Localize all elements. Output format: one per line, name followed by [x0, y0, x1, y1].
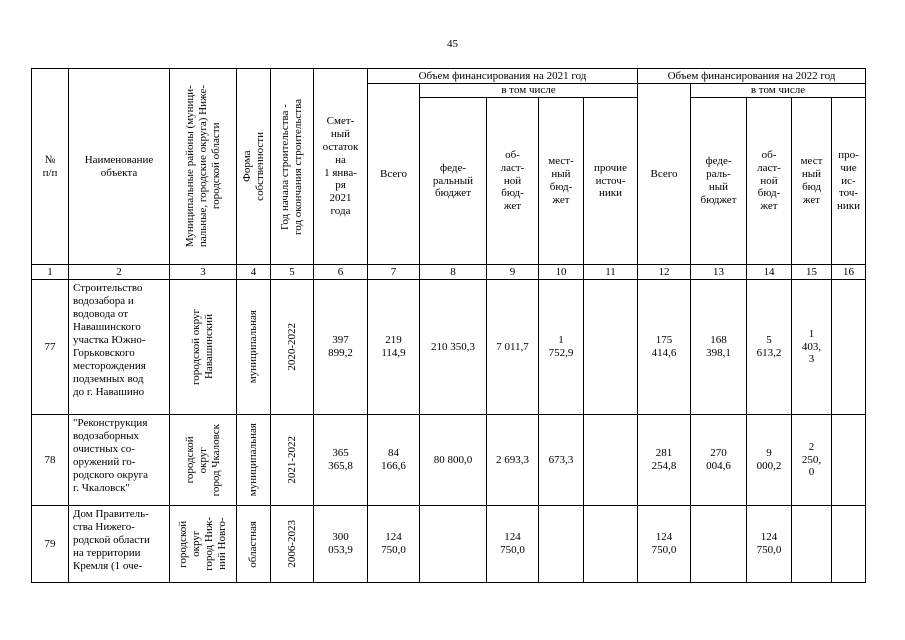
balance-cell: 397 899,2 [314, 280, 368, 415]
fed-2021-cell: 210 350,3 [420, 280, 487, 415]
header-incl-2022: в том числе [691, 84, 866, 98]
header-balance: Смет- ный остаток на 1 янва- ря 2021 года [314, 69, 368, 265]
fed-2021-cell [420, 506, 487, 583]
row-no: 77 [32, 280, 69, 415]
row-no: 78 [32, 415, 69, 506]
reg-2021-cell: 124 750,0 [487, 506, 539, 583]
page-number: 45 [447, 38, 458, 50]
fed-2022-cell [691, 506, 747, 583]
ownership-cell: муниципальная [237, 415, 271, 506]
loc-2022-cell: 2 250, 0 [792, 415, 832, 506]
column-number: 8 [420, 265, 487, 280]
loc-2021-cell [539, 506, 584, 583]
column-number: 9 [487, 265, 539, 280]
column-number: 2 [69, 265, 170, 280]
total-2021-cell: 219 114,9 [368, 280, 420, 415]
oth-2022-cell [832, 506, 866, 583]
object-name: Дом Правитель- ства Нижего- родской области на территории Кремля (1 оче- [69, 506, 170, 583]
header-loc-2022: мест ный бюд жет [792, 98, 832, 265]
header-fed-2022: феде- раль- ный бюджет [691, 98, 747, 265]
years-cell: 2006-2023 [271, 506, 314, 583]
total-2021-cell: 124 750,0 [368, 506, 420, 583]
table-row [32, 506, 866, 583]
header-years: Год начала строительства - год окончания строительства [271, 69, 314, 265]
header-reg-2022: об- ласт- ной бюд- жет [747, 98, 792, 265]
header-name: Наименование объекта [69, 69, 170, 265]
header-incl-2021: в том числе [420, 84, 638, 98]
oth-2022-cell [832, 415, 866, 506]
loc-2021-cell: 1 752,9 [539, 280, 584, 415]
balance-cell: 365 365,8 [314, 415, 368, 506]
column-number: 16 [832, 265, 866, 280]
column-number: 10 [539, 265, 584, 280]
column-number: 15 [792, 265, 832, 280]
header-total-2021: Всего [368, 84, 420, 265]
column-number: 4 [237, 265, 271, 280]
header-oth-2021: прочие источ- ники [584, 98, 638, 265]
loc-2022-cell [792, 506, 832, 583]
header-ownership: Форма собственности [237, 69, 271, 265]
balance-cell: 300 053,9 [314, 506, 368, 583]
header-fin-2022: Объем финансирования на 2022 год [638, 69, 866, 84]
header-reg-2021: об- ласт- ной бюд- жет [487, 98, 539, 265]
header-loc-2021: мест- ный бюд- жет [539, 98, 584, 265]
total-2021-cell: 84 166,6 [368, 415, 420, 506]
object-name: "Реконструкция водозаборных очистных со- оружений го- родского округа г. Чкаловск" [69, 415, 170, 506]
header-fed-2021: феде- ральный бюджет [420, 98, 487, 265]
row-no: 79 [32, 506, 69, 583]
fed-2022-cell: 270 004,6 [691, 415, 747, 506]
years-cell: 2021-2022 [271, 415, 314, 506]
fed-2022-cell: 168 398,1 [691, 280, 747, 415]
district-cell: городской округ город Ниж- ний Новго- [170, 506, 237, 583]
oth-2021-cell [584, 415, 638, 506]
total-2022-cell: 281 254,8 [638, 415, 691, 506]
object-name: Строительство водозабора и водовода от Навашинского участка Южно- Горьковского месторождения подземных вод до г. Навашино [69, 280, 170, 415]
column-number: 14 [747, 265, 792, 280]
total-2022-cell: 175 414,6 [638, 280, 691, 415]
header-district: Муниципальные районы (муници- пальные, городские округа) Ниже- городской области [170, 69, 237, 265]
column-number: 13 [691, 265, 747, 280]
reg-2021-cell: 7 011,7 [487, 280, 539, 415]
oth-2022-cell [832, 280, 866, 415]
column-number: 7 [368, 265, 420, 280]
column-number: 5 [271, 265, 314, 280]
total-2022-cell: 124 750,0 [638, 506, 691, 583]
header-fin-2021: Объем финансирования на 2021 год [368, 69, 638, 84]
ownership-cell: муниципальная [237, 280, 271, 415]
table-row [32, 280, 866, 415]
column-number: 6 [314, 265, 368, 280]
table-row [32, 415, 866, 506]
years-cell: 2020-2022 [271, 280, 314, 415]
header-oth-2022: про- чие ис- точ- ники [832, 98, 866, 265]
district-cell: городской округ город Чкаловск [170, 415, 237, 506]
header-total-2022: Всего [638, 84, 691, 265]
oth-2021-cell [584, 280, 638, 415]
column-number: 1 [32, 265, 69, 280]
loc-2021-cell: 673,3 [539, 415, 584, 506]
column-numbers-row [32, 265, 866, 280]
loc-2022-cell: 1 403, 3 [792, 280, 832, 415]
column-number: 12 [638, 265, 691, 280]
reg-2022-cell: 124 750,0 [747, 506, 792, 583]
column-number: 11 [584, 265, 638, 280]
ownership-cell: областная [237, 506, 271, 583]
reg-2022-cell: 5 613,2 [747, 280, 792, 415]
reg-2021-cell: 2 693,3 [487, 415, 539, 506]
reg-2022-cell: 9 000,2 [747, 415, 792, 506]
financing-table [31, 68, 866, 583]
fed-2021-cell: 80 800,0 [420, 415, 487, 506]
oth-2021-cell [584, 506, 638, 583]
header-no: № п/п [32, 69, 69, 265]
column-number: 3 [170, 265, 237, 280]
district-cell: городской округ Навашинский [170, 280, 237, 415]
